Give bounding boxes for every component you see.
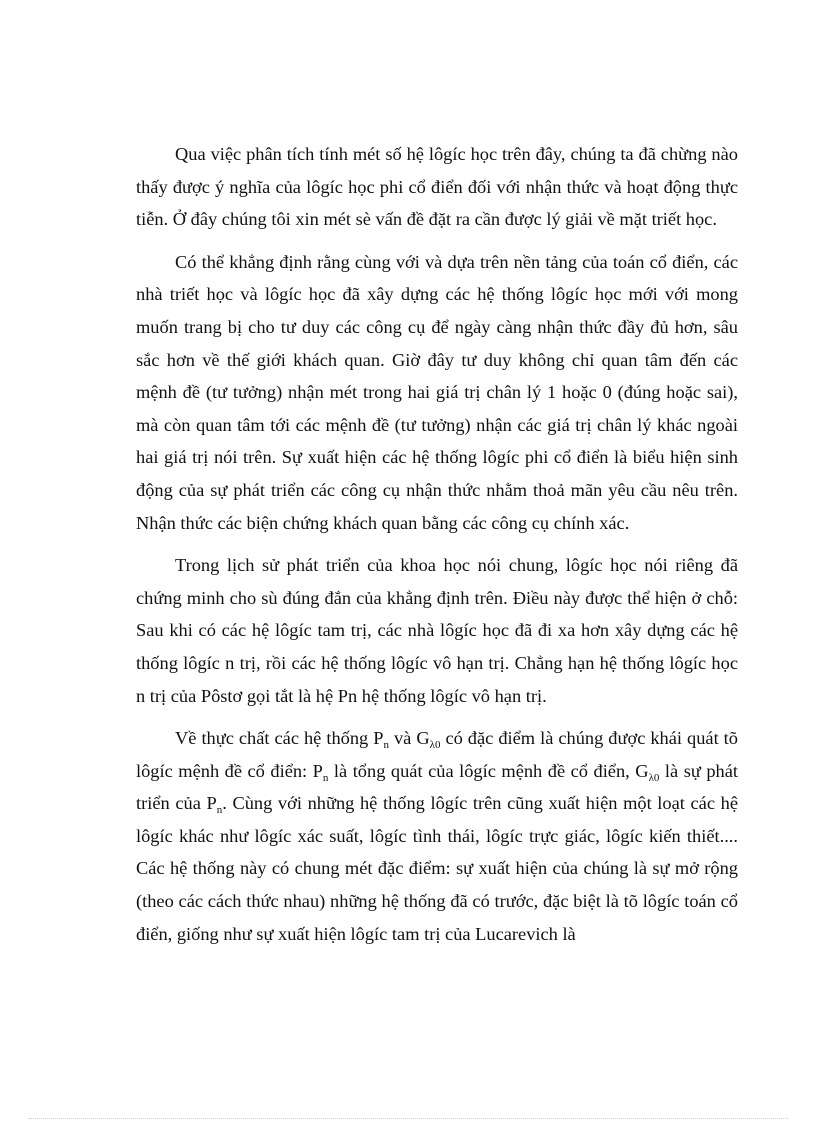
document-body xyxy=(136,138,738,960)
subscript-lambda0: λ0 xyxy=(429,739,441,752)
subscript-n: n xyxy=(216,804,223,817)
paragraph-4-text: là tổng quát của lôgíc mệnh đề cổ điển, G xyxy=(328,760,649,781)
subscript-lambda0: λ0 xyxy=(648,771,660,784)
subscript-n: n xyxy=(322,771,329,784)
paragraph-4-text: và G xyxy=(388,728,430,749)
paragraph-4-text: Về thực chất các hệ thống P xyxy=(175,728,384,749)
subscript-n: n xyxy=(383,739,389,752)
paragraph-2: Có thể khẳng định rằng cùng với và dựa trên nền tảng của toán cổ điển, các nhà triết học và lôgíc học đã xây dựng các hệ thống lôgíc học mới với mong muốn trang bị cho tư duy các công cụ để ngày càng nhận thức đầy đủ hơn, sâu sắc hơn về thế giới khách quan. Giờ đây tư duy không chỉ quan tâm đến các mệnh đề (tư tưởng) nhận mét trong hai giá trị chân lý 1 hoặc 0 (đúng hoặc sai), mà còn quan tâm tới các mệnh đề (tư tưởng) nhận các giá trị chân lý khác ngoài hai giá trị nói trên. Sự xuất hiện các hệ thống lôgíc phi cổ điển là biểu hiện sinh động của sự phát triển các công cụ nhận thức nhằm thoả mãn yêu cầu nêu trên. Nhận thức các biện chứng khách quan bằng các công cụ chính xác. xyxy=(136,251,738,533)
paragraph-4-text: . Cùng với những hệ thống lôgíc trên cũng xuất hiện một loạt các hệ lôgíc khác như lôgíc xác suất, lôgíc tình thái, lôgíc trực giác, lôgíc kiến thiết.... Các hệ thống này có chung mét đặc điểm: sự xuất hiện của chúng là sự mở rộng (theo các cách thức nhau) những hệ thống đã có trước, đặc biệt là tõ lôgíc toán cổ điển, giống như sự xuất hiện lôgíc tam trị của Lucarevich là xyxy=(136,793,738,944)
paragraph-1: Qua việc phân tích tính mét số hệ lôgíc học trên đây, chúng ta đã chừng nào thấy được ý nghĩa của lôgíc học phi cổ điển đối với nhận thức và hoạt động thực tiễn. Ở đây chúng tôi xin mét sè vấn đề đặt ra cần được lý giải về mặt triết học. xyxy=(136,144,738,230)
page-bottom-rule xyxy=(28,1118,788,1119)
paragraph-3: Trong lịch sử phát triển của khoa học nói chung, lôgíc học nói riêng đã chứng minh cho sù đúng đắn của khẳng định trên. Điều này được thể hiện ở chỗ: Sau khi có các hệ lôgíc tam trị, các nhà lôgíc học đã đi xa hơn xây dựng các hệ thống lôgíc n trị, rồi các hệ thống lôgíc vô hạn trị. Chẳng hạn hệ thống lôgíc học n trị của Pôstơ gọi tắt là hệ Pn hệ thống lôgíc vô hạn trị. xyxy=(136,555,738,706)
paragraph-4 xyxy=(136,722,738,950)
paragraph-4-text: là sự phát triển của P xyxy=(136,760,738,814)
paragraph-4-text: có đặc điểm là chúng được khái quát tõ lôgíc mệnh đề cổ điển: P xyxy=(136,728,738,781)
